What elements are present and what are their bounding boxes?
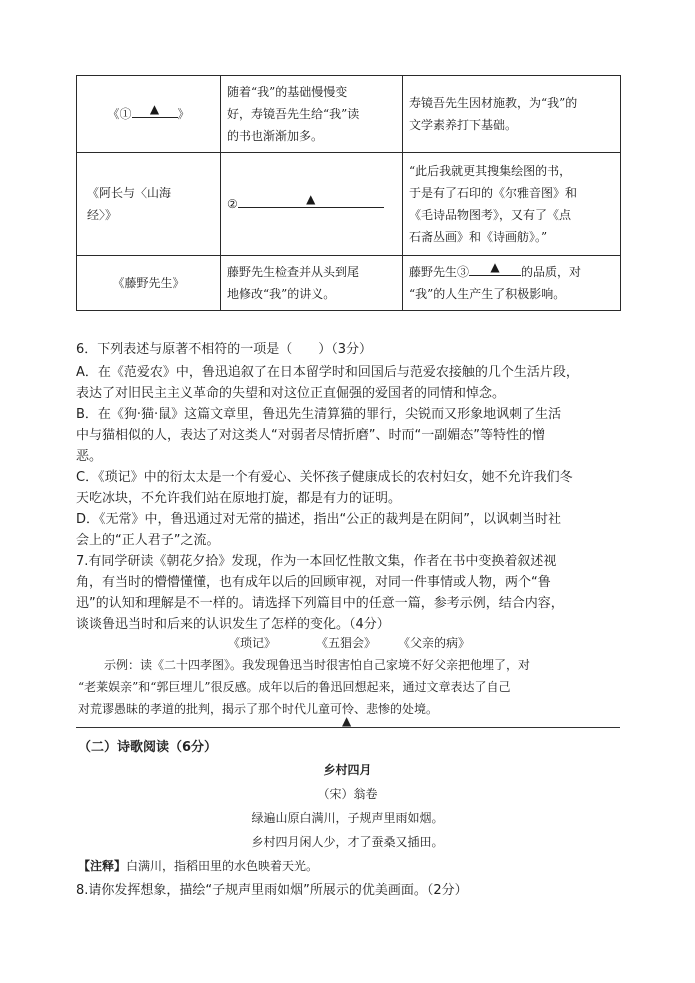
cell-text: 《①: [107, 107, 132, 121]
table-cell: [403, 76, 621, 153]
cell-line: 《毛诗品物图考》，又有了《点: [409, 208, 572, 222]
reading-table: [76, 75, 621, 311]
triangle-marker-icon: ▲: [490, 260, 500, 274]
option-c-line: C．《琐记》中的衍太太是一个有爱心、关怀孩子健康成长的农村妇女，她不允许我们冬: [76, 470, 573, 485]
table-cell: [403, 153, 621, 256]
answer-blank-3: [469, 261, 521, 276]
question-8: 8.请你发挥想象，描绘“子规声里雨如烟”所展示的优美画面。（2分）: [76, 883, 468, 898]
essay-option: 《五猖会》: [316, 636, 377, 650]
cell-line: 经〉》: [87, 208, 118, 222]
essay-option: 《琐记》: [228, 636, 277, 650]
cell-line: [409, 261, 614, 283]
option-d-line: D．《无常》中，鲁迅通过对无常的描述，指出“公正的裁判是在阴间”，以讽刺当时社: [76, 512, 561, 527]
table-cell: [221, 153, 403, 256]
cell-text: 藤野先生③: [409, 265, 470, 279]
poem-author: （宋）翁卷: [317, 787, 378, 801]
question-7-line: 角，有当时的懵懵懂懂，也有成年以后的回顾审视，对同一件事情或人物，两个“鲁: [76, 575, 551, 590]
annotation-label: 【注释】: [78, 859, 127, 873]
example-line: 对荒谬愚昧的孝道的批判，揭示了那个时代儿童可怜、悲惨的处境。: [78, 702, 439, 716]
table-row: [77, 153, 621, 256]
option-d-line: 会上的“正人君子”之流。: [76, 533, 220, 548]
table-row: [77, 76, 621, 153]
cell-line: 寿镜吾先生因材施教，为“我”的: [409, 96, 578, 110]
triangle-marker-icon: ▲: [149, 102, 160, 116]
answer-divider: [76, 727, 620, 728]
table-cell: [77, 76, 221, 153]
question-6-stem: 6．下列表述与原著不相符的一项是（ ）（3分）: [76, 342, 373, 357]
cell-line: 于是有了石印的《尔雅音图》和: [409, 186, 578, 200]
option-a-line: 表达了对旧民主主义革命的失望和对这位正直倔强的爱国者的同情和悼念。: [76, 386, 506, 401]
poem-line: 绿遍山原白满川，子规声里雨如烟。: [251, 811, 444, 825]
cell-line: “我”的人生产生了积极影响。: [409, 287, 566, 301]
option-b-line: 恶。: [76, 449, 103, 464]
cell-line: 的书也渐渐加多。: [227, 129, 324, 143]
poem-title: 乡村四月: [323, 763, 372, 777]
example-line: 示例：读《二十四孝图》。我发现鲁迅当时很害怕自己家境不好父亲把他埋了，对: [104, 658, 531, 672]
cell-line: 随着“我”的基础慢慢变: [227, 85, 348, 99]
triangle-marker-icon: ▲: [342, 714, 352, 728]
cell-line: 石斋丛画》和《诗画舫》。”: [409, 230, 548, 244]
cell-text: 《藤野先生》: [112, 276, 185, 290]
example-line: “老莱娱亲”和“郭巨埋儿”很反感。成年以后的鲁迅回想起来，通过文章表达了自己: [78, 680, 511, 694]
table-cell: [221, 76, 403, 153]
essay-option: 《父亲的病》: [398, 636, 471, 650]
poem-line: 乡村四月闲人少，才了蚕桑又插田。: [251, 835, 444, 849]
annotation: [78, 857, 318, 874]
option-b-line: 中与猫相似的人，表达了对这类人“对弱者尽情折磨”、时而“一副媚态”等特性的憎: [76, 428, 545, 443]
cell-line: 文学素养打下基础。: [409, 118, 518, 132]
option-a-line: A．在《范爱农》中，鲁迅追叙了在日本留学时和回国后与范爱农接触的几个生活片段，: [76, 365, 579, 380]
option-b-line: B．在《狗·猫·鼠》这篇文章里，鲁迅先生清算猫的罪行，尖锐而又形象地讽刺了生活: [76, 407, 562, 422]
table-cell: [403, 256, 621, 311]
annotation-text: 白满川，指稻田里的水色映着天光。: [126, 859, 319, 873]
cell-line: 《阿长与〈山海: [87, 186, 172, 200]
question-7-line: 7.有同学研读《朝花夕拾》发现，作为一本回忆性散文集，作者在书中变换着叙述视: [76, 554, 557, 569]
section-heading: （二）诗歌阅读（6分）: [78, 740, 218, 755]
table-cell: [221, 256, 403, 311]
question-7-line: 迅”的认知和理解是不一样的。请选择下列篇目中的任意一篇，参考示例，结合内容，: [76, 596, 564, 611]
table-row: [77, 256, 621, 311]
question-7-line: 谈谈鲁迅当时和后来的认识发生了怎样的变化。（4分）: [76, 617, 390, 632]
answer-blank-1: [132, 103, 178, 118]
cell-text: ②: [227, 197, 238, 211]
answer-blank-2: [238, 193, 384, 208]
cell-line: 藤野先生检查并从头到尾: [227, 265, 360, 279]
cell-text: 》: [177, 107, 190, 121]
cell-line: “此后我就更其搜集绘图的书，: [409, 164, 572, 178]
option-c-line: 天吃冰块，不允许我们站在原地打旋，都是有力的证明。: [76, 491, 402, 506]
cell-line: 地修改“我”的讲义。: [227, 287, 336, 301]
table-cell: [77, 153, 221, 256]
cell-text: 的品质，对: [521, 265, 582, 279]
cell-line: 好，寿镜吾先生给“我”读: [227, 107, 360, 121]
triangle-marker-icon: ▲: [306, 192, 316, 206]
table-cell: [77, 256, 221, 311]
